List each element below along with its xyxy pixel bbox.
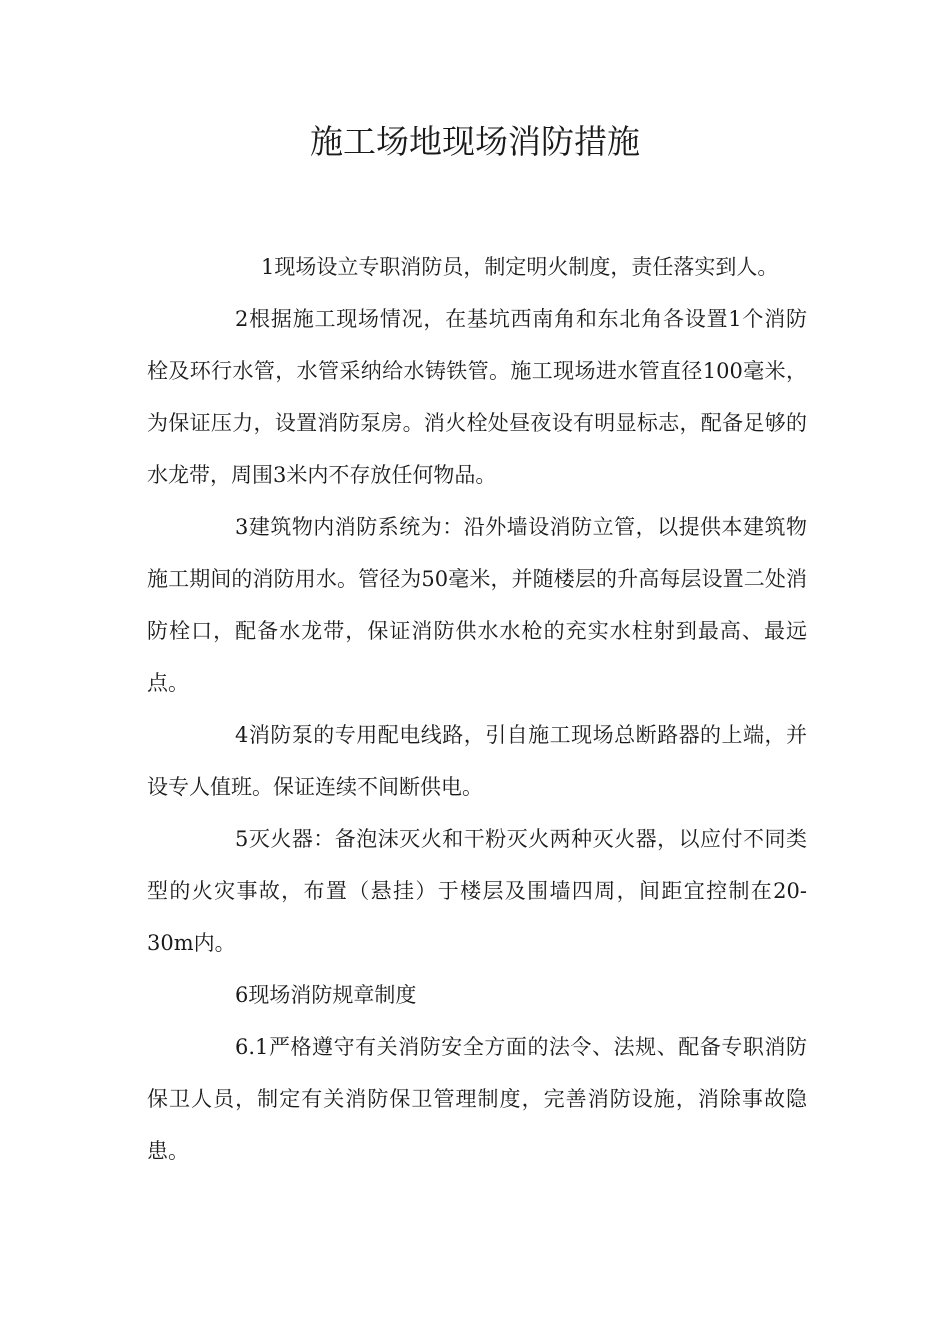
document-body: [147, 241, 807, 1177]
paragraph-6: 6现场消防规章制度: [235, 983, 417, 1007]
document-title: 施工场地现场消防措施: [310, 122, 640, 161]
paragraph-5: 5灭火器：备泡沫灭火和干粉灭火两种灭火器，以应付不同类型的火灾事故，布置（悬挂）于楼层及围墙四周，间距宜控制在20-30m内。: [147, 827, 807, 955]
paragraph-3: 3建筑物内消防系统为：沿外墙设消防立管，以提供本建筑物施工期间的消防用水。管径为50毫米，并随楼层的升高每层设置二处消防栓口，配备水龙带，保证消防供水水枪的充实水柱射到最高、最远点。: [147, 515, 807, 695]
paragraph-1: 1现场设立专职消防员，制定明火制度，责任落实到人。: [261, 255, 779, 279]
paragraph-6-1: 6.1严格遵守有关消防安全方面的法令、法规、配备专职消防保卫人员，制定有关消防保卫管理制度，完善消防设施，消除事故隐患。: [147, 1035, 807, 1163]
paragraph-2: 2根据施工现场情况，在基坑西南角和东北角各设置1个消防栓及环行水管，水管采纳给水铸铁管。施工现场进水管直径100毫米，为保证压力，设置消防泵房。消火栓处昼夜设有明显标志，配备足够的水龙带，周围3米内不存放任何物品。: [147, 307, 807, 487]
paragraph-4: 4消防泵的专用配电线路，引自施工现场总断路器的上端，并设专人值班。保证连续不间断供电。: [147, 723, 807, 799]
